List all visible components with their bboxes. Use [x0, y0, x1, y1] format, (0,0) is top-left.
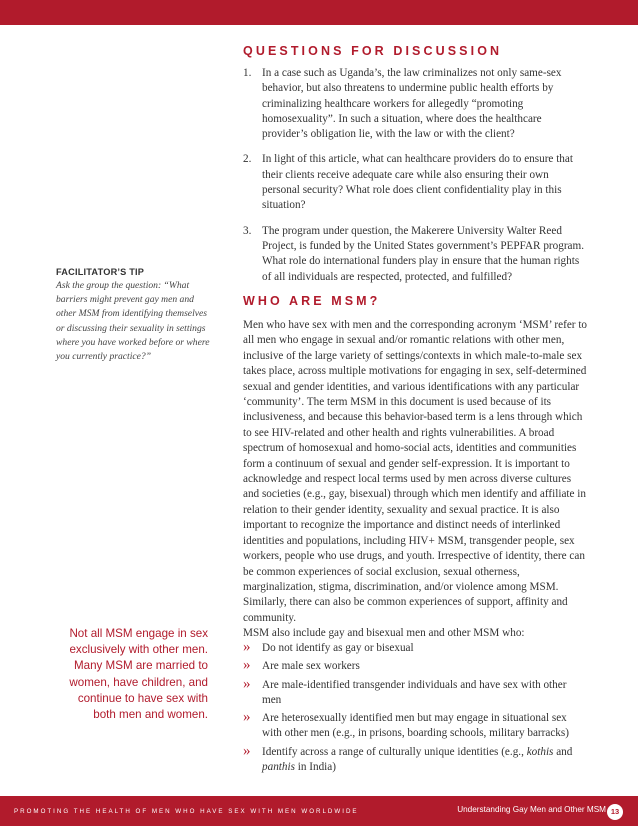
question-number: 3.	[243, 224, 252, 237]
question-item	[243, 152, 588, 213]
bullet-text: Are heterosexually identified men but may engage in situational sex with other men (e.g., in prisons, boarding schools, military barracks)	[262, 712, 569, 740]
msm-list-intro: MSM also include gay and bisexual men and other MSM who:	[243, 627, 525, 639]
questions-heading: QUESTIONS FOR DISCUSSION	[243, 44, 503, 58]
questions-list	[243, 66, 588, 295]
top-banner	[0, 0, 638, 25]
question-number: 1.	[243, 67, 252, 79]
question-item	[243, 66, 588, 142]
double-chevron-icon: »	[243, 742, 251, 759]
term-panthis: panthis	[262, 761, 295, 774]
double-chevron-icon: »	[243, 709, 251, 726]
question-text: In a case such as Uganda’s, the law criminalizes not only same-sex behavior, but also threatens to undermine public health efforts by criminalizing healthcare workers for allegedly “promoting homosexuality”. In such a situation, where does the healthcare provider’s obligation lie, with the law or with the client?	[262, 67, 562, 141]
double-chevron-icon: »	[243, 639, 251, 655]
bullet-text: Are male-identified transgender individuals and have sex with other men	[262, 678, 567, 706]
facilitator-tip-text: Ask the group the question: “What barriers might prevent gay men and other MSM from identifying themselves or discussing their sexuality in settings where you have worked before or where you currently practice?”	[56, 280, 210, 363]
bullet-text: Are male sex workers	[262, 660, 360, 673]
double-chevron-icon: »	[243, 675, 251, 692]
msm-definition-paragraph: Men who have sex with men and the corresponding acronym ‘MSM’ refer to all men who engage in sexual and/or romantic relations with other men, inclusive of the large variety of settings/contexts in which male-to-male sex takes place, across multiple motivations for engaging in sex, self-determined sexual and gender identities, and various identifications with any particular ‘community’. The term MSM in this document is used because of its inclusiveness, and because this behavior-based term is a lens through which to see HIV-related and other health and rights vulnerabilities. A broad spectrum of homosexual and homo-social acts, identities and communities form a continuum of sexual and gender self-expression. It is important to acknowledge and respect local terms used by men across diverse cultures and societies (e.g., gay, bisexual) through which men identify and affiliate in relation to their gender identity, sexuality and sexual practice. It is also important to recognize the importance and distinct needs of interlinked identities and populations, including HIV+ MSM, transgender people, sex workers, people who use drugs, and youth. Irrespective of identity, there can be common experiences of social exclusion, sexual otherness, marginalization, stigma, discrimination, and/or violence among MSM. Similarly, there can also be common experiences of support, affinity and community.	[243, 319, 588, 624]
question-text: In light of this article, what can healthcare providers do to ensure that their clients receive adequate care while also ensuring their own personal security? What role does client confidentiality play in this situation?	[262, 153, 573, 212]
facilitator-tip-title: FACILITATOR’S TIP	[56, 267, 145, 277]
bullet-item	[243, 659, 588, 674]
question-number: 2.	[243, 153, 252, 166]
bullet-item	[243, 641, 588, 656]
footer-section-title: Understanding Gay Men and Other MSM	[457, 805, 606, 814]
pull-quote-callout: Not all MSM engage in sex exclusively with other men. Many MSM are married to women, have children, and continue to have sex with both men and women.	[69, 627, 208, 722]
bullet-text-mid: and	[553, 745, 573, 758]
bullet-item	[243, 711, 588, 742]
bullet-item	[243, 675, 588, 709]
facilitator-tip	[56, 266, 216, 364]
question-item	[243, 224, 588, 285]
page-number: 13	[607, 804, 623, 820]
bullet-text: Do not identify as gay or bisexual	[262, 642, 414, 654]
term-kothis: kothis	[526, 745, 554, 758]
who-are-msm-heading: WHO ARE MSM?	[243, 294, 381, 308]
msm-bullet-list	[243, 641, 588, 778]
double-chevron-icon: »	[243, 657, 251, 674]
footer-publication-title: PROMOTING THE HEALTH OF MEN WHO HAVE SEX WITH MEN WORLDWIDE	[14, 808, 359, 815]
bullet-text-before: Identify across a range of culturally unique identities (e.g.,	[262, 745, 527, 758]
bullet-text-after: in India)	[294, 761, 336, 774]
bullet-text	[262, 745, 588, 776]
bullet-item	[243, 742, 588, 776]
question-text: The program under question, the Makerere University Walter Reed Project, is funded by the United States government’s PEPFAR program. What role do international funders play in ensure that the human rights of all individuals are respected, protected, and fulfilled?	[262, 224, 585, 283]
